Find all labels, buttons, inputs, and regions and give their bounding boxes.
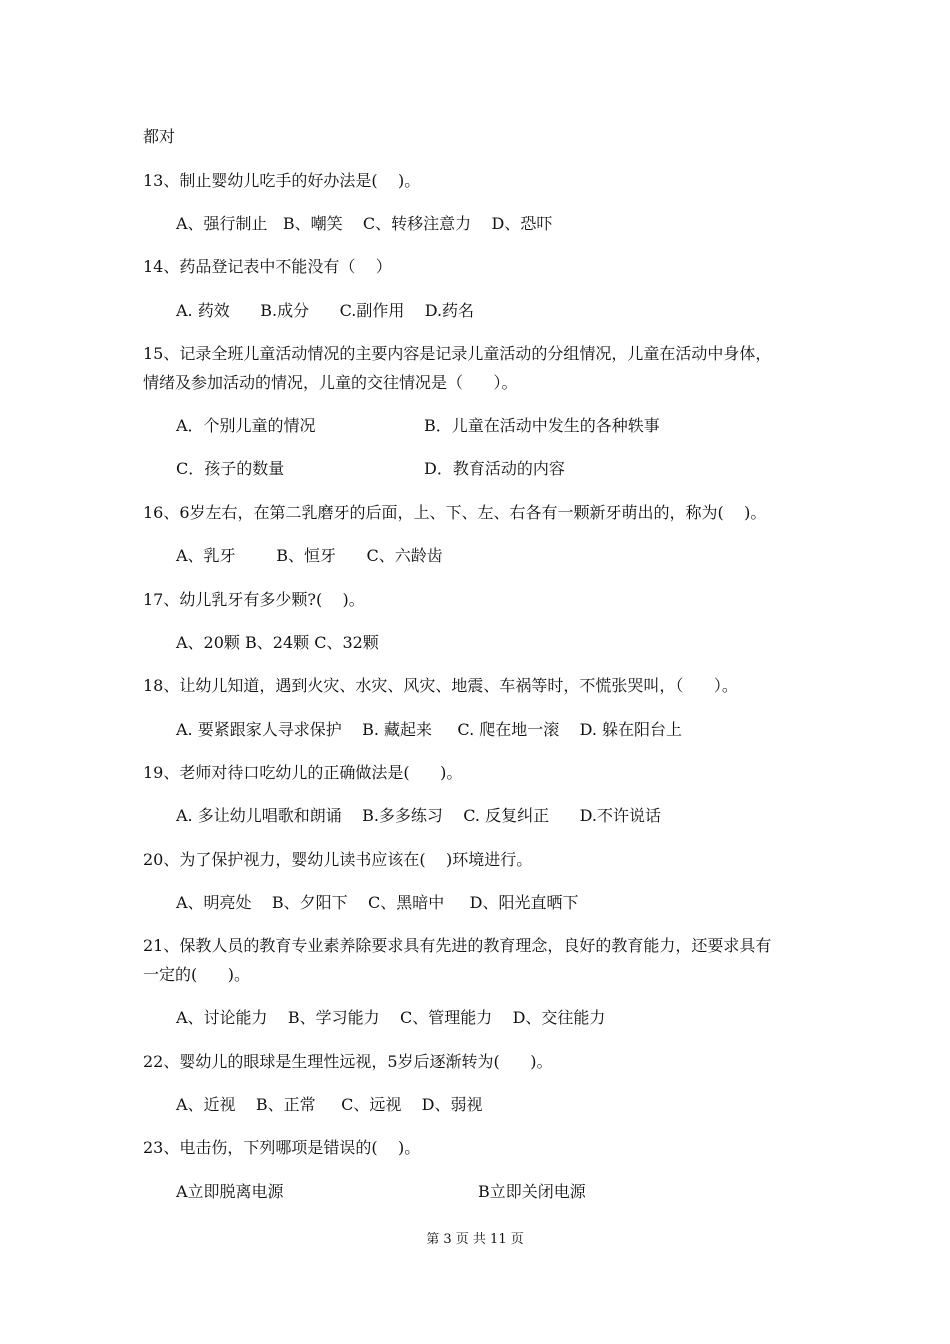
question-16: 16、6岁左右，在第二乳磨牙的后面，上、下、左、右各有一颗新牙萌出的，称为( )。 [143,503,767,522]
question-14-options: A. 药效 B.成分 C.副作用 D.药名 [176,301,475,320]
question-21-options: A、讨论能力 B、学习能力 C、管理能力 D、交往能力 [176,1008,606,1027]
question-17-options: A、20颗 B、24颗 C、32颗 [176,633,379,652]
question-20-options: A、明亮处 B、夕阳下 C、黑暗中 D、阳光直晒下 [176,893,579,912]
question-15-option-d: D．教育活动的内容 [424,459,565,478]
question-15-option-c: C．孩子的数量 [176,459,285,478]
question-19: 19、老师对待口吃幼儿的正确做法是( )。 [143,763,463,782]
question-15-continued: 情绪及参加活动的情况，儿童的交往情况是（ ）。 [143,373,518,392]
question-22-options: A、近视 B、正常 C、远视 D、弱视 [176,1095,483,1114]
question-21: 21、保教人员的教育专业素养除要求具有先进的教育理念，良好的教育能力，还要求具有 [143,936,772,955]
question-23-option-a: A立即脱离电源 [176,1182,284,1201]
question-18: 18、让幼儿知道，遇到火灾、水灾、风灾、地震、车祸等时，不慌张哭叫，（ ）。 [143,676,738,695]
question-13-options: A、强行制止 B、嘲笑 C、转移注意力 D、恐吓 [176,214,553,233]
line-continuation: 都对 [143,127,176,146]
question-23-option-b: B立即关闭电源 [478,1182,586,1201]
question-20: 20、为了保护视力，婴幼儿读书应该在( )环境进行。 [143,850,533,869]
page-number-footer: 第 3 页 共 11 页 [426,1232,524,1247]
question-13: 13、制止婴幼儿吃手的好办法是( )。 [143,171,421,190]
question-17: 17、幼儿乳牙有多少颗?( )。 [143,590,365,609]
question-22: 22、婴幼儿的眼球是生理性远视，5岁后逐渐转为( )。 [143,1052,553,1071]
question-18-options: A. 要紧跟家人寻求保护 B. 藏起来 C. 爬在地一滚 D. 躲在阳台上 [176,720,683,739]
question-15: 15、记录全班儿童活动情况的主要内容是记录儿童活动的分组情况，儿童在活动中身体， [143,344,772,363]
question-21-continued: 一定的( )。 [143,965,251,984]
question-16-options: A、乳牙 B、恒牙 C、六龄齿 [176,546,443,565]
question-15-option-b: B．儿童在活动中发生的各种轶事 [424,416,660,435]
question-23: 23、电击伤，下列哪项是错误的( )。 [143,1138,421,1157]
question-15-option-a: A．个别儿童的情况 [176,416,316,435]
question-19-options: A. 多让幼儿唱歌和朗诵 B.多多练习 C. 反复纠正 D.不许说话 [176,806,661,825]
question-14: 14、药品登记表中不能没有（ ） [143,257,392,276]
